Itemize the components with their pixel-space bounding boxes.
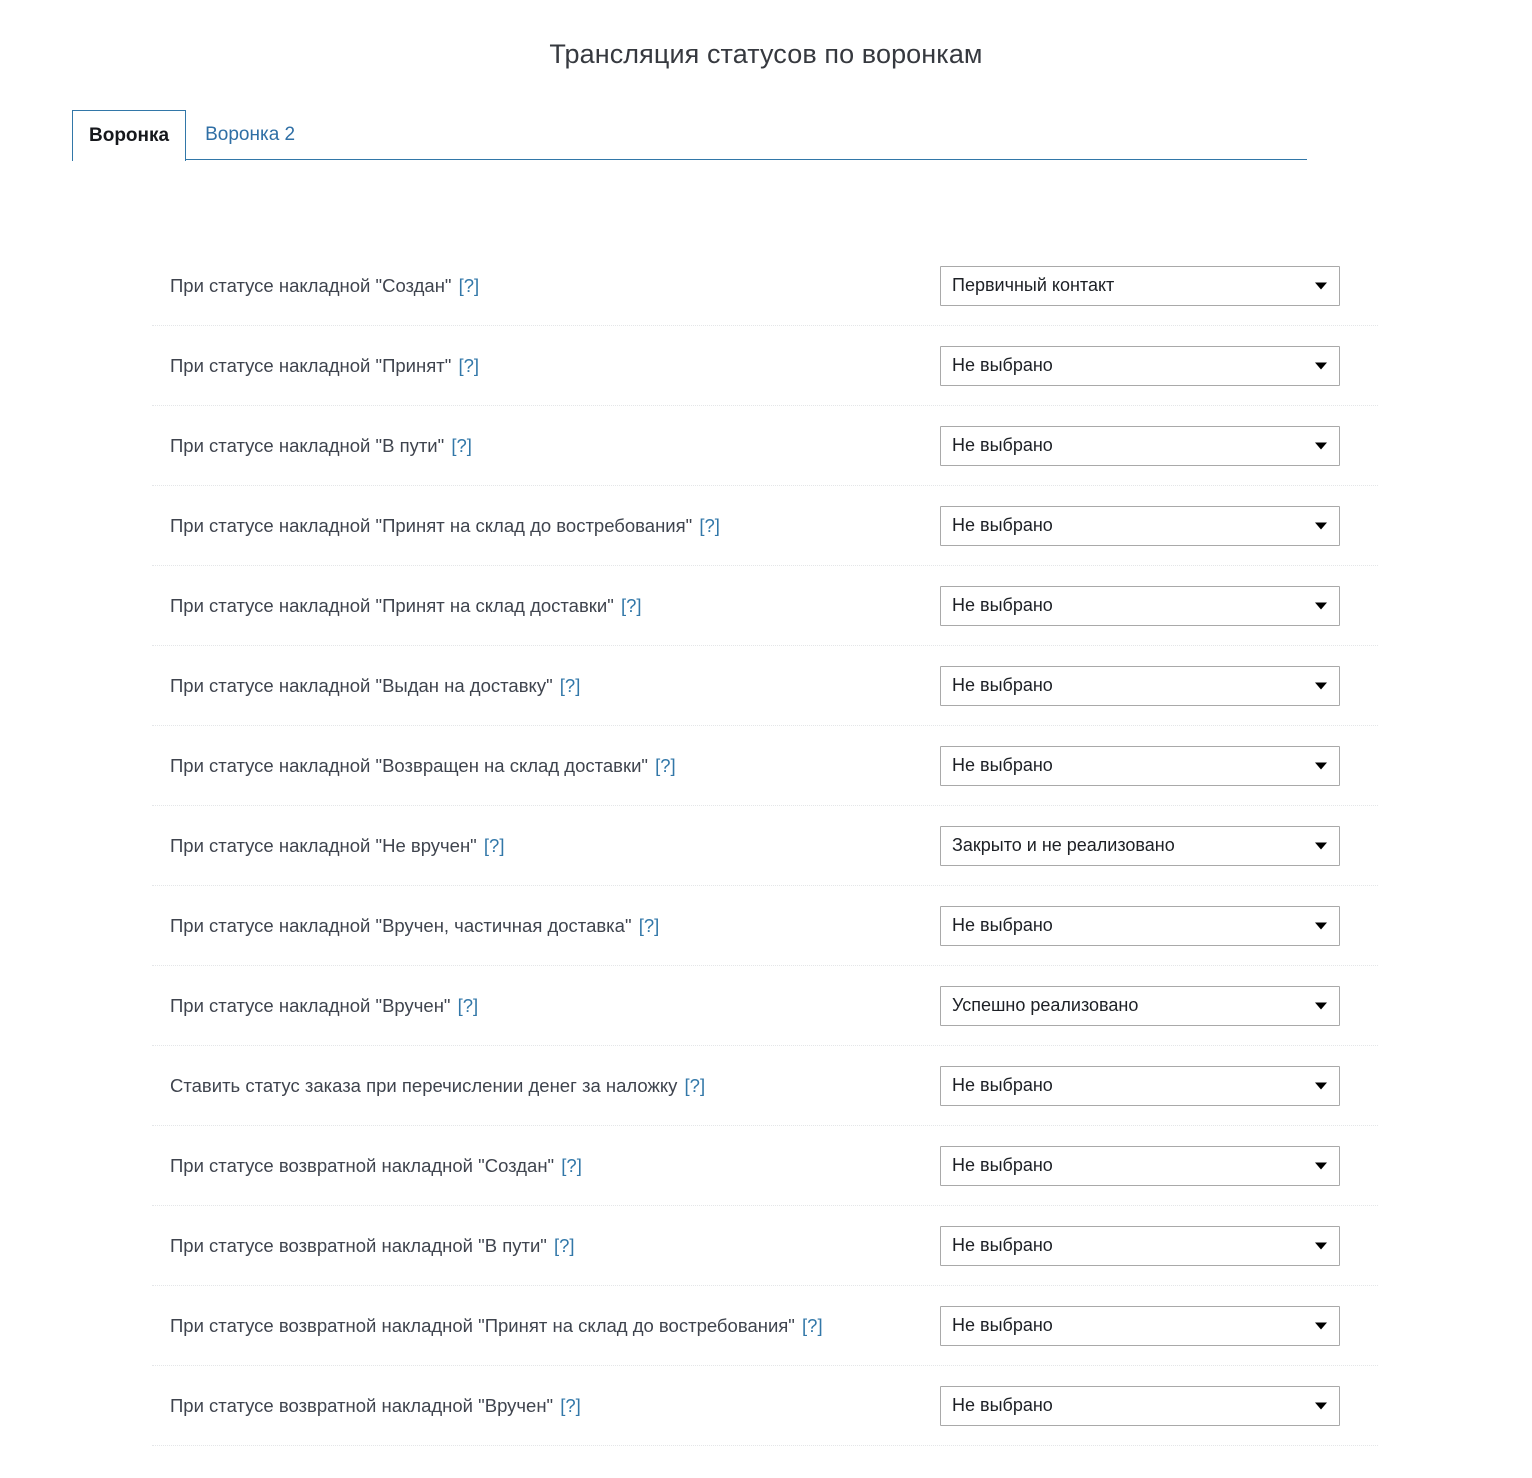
status-select-value: Не выбрано bbox=[952, 355, 1053, 375]
status-select[interactable] bbox=[940, 1146, 1340, 1186]
row-label-text: При статусе накладной "В пути" bbox=[170, 434, 445, 456]
status-select[interactable] bbox=[940, 826, 1340, 866]
status-select[interactable] bbox=[940, 666, 1340, 706]
row-label-text: При статусе накладной "Принят" bbox=[170, 354, 452, 376]
row-label-text: При статусе возвратной накладной "Принят на склад до востребования" bbox=[170, 1314, 795, 1336]
row-label bbox=[152, 835, 922, 857]
row-label bbox=[152, 995, 922, 1017]
status-select-wrapper bbox=[940, 906, 1340, 946]
status-select[interactable] bbox=[940, 426, 1340, 466]
help-icon[interactable]: [?] bbox=[638, 914, 660, 936]
row-label bbox=[152, 275, 922, 297]
row-label-text: При статусе возвратной накладной "Вручен" bbox=[170, 1394, 554, 1416]
row-label-text: Ставить статус заказа при перечислении денег за наложку bbox=[170, 1074, 678, 1096]
help-icon[interactable]: [?] bbox=[457, 994, 479, 1016]
help-icon[interactable]: [?] bbox=[802, 1314, 823, 1336]
status-select-value: Не выбрано bbox=[952, 435, 1053, 455]
row-label bbox=[152, 355, 922, 377]
status-select-wrapper bbox=[940, 1226, 1340, 1266]
row-label bbox=[152, 915, 922, 937]
status-select-value: Не выбрано bbox=[952, 1155, 1053, 1175]
status-select[interactable] bbox=[940, 586, 1340, 626]
row-label bbox=[152, 515, 922, 537]
row-label bbox=[152, 1235, 922, 1257]
status-select-wrapper bbox=[940, 826, 1340, 866]
page-title: Трансляция статусов по воронкам bbox=[549, 39, 983, 69]
row-label-text: При статусе возвратной накладной "В пути" bbox=[170, 1234, 547, 1256]
status-select-value: Закрыто и не реализовано bbox=[952, 835, 1175, 855]
status-select-value: Успешно реализовано bbox=[952, 995, 1139, 1015]
help-icon[interactable]: [?] bbox=[458, 354, 480, 376]
help-icon[interactable]: [?] bbox=[684, 1074, 706, 1096]
status-select-wrapper bbox=[940, 986, 1340, 1026]
row-label-text: При статусе возвратной накладной "Создан" bbox=[170, 1154, 555, 1176]
status-select[interactable] bbox=[940, 1386, 1340, 1426]
status-select-wrapper bbox=[940, 746, 1340, 786]
row-label-text: При статусе накладной "Выдан на доставку" bbox=[170, 674, 553, 696]
form-row bbox=[152, 726, 1378, 806]
tab-voronka[interactable] bbox=[72, 110, 186, 161]
status-select-value: Не выбрано bbox=[952, 515, 1053, 535]
row-label-text: При статусе накладной "Вручен" bbox=[170, 994, 451, 1016]
status-select-wrapper bbox=[940, 666, 1340, 706]
row-label bbox=[152, 1155, 922, 1177]
status-select-wrapper bbox=[940, 1386, 1340, 1426]
status-select[interactable] bbox=[940, 1306, 1340, 1346]
help-icon[interactable]: [?] bbox=[451, 434, 472, 456]
form-row bbox=[152, 806, 1378, 886]
status-mapping-form bbox=[152, 246, 1378, 1446]
help-icon[interactable]: [?] bbox=[554, 1234, 575, 1256]
status-select-wrapper bbox=[940, 426, 1340, 466]
help-icon[interactable]: [?] bbox=[655, 754, 676, 776]
status-select[interactable] bbox=[940, 906, 1340, 946]
row-label-text: При статусе накладной "Возвращен на склад доставки" bbox=[170, 754, 648, 776]
row-label bbox=[152, 595, 922, 617]
help-icon[interactable]: [?] bbox=[561, 1154, 582, 1176]
row-label bbox=[152, 1395, 922, 1417]
status-select[interactable] bbox=[940, 346, 1340, 386]
status-select-value: Не выбрано bbox=[952, 675, 1053, 695]
form-row bbox=[152, 1126, 1378, 1206]
row-label-text: При статусе накладной "Вручен, частичная доставка" bbox=[170, 914, 632, 936]
row-label-text: При статусе накладной "Принят на склад доставки" bbox=[170, 594, 614, 616]
form-row bbox=[152, 406, 1378, 486]
status-select[interactable] bbox=[940, 1066, 1340, 1106]
form-row bbox=[152, 886, 1378, 966]
status-select-wrapper bbox=[940, 266, 1340, 306]
row-label-text: При статусе накладной "Создан" bbox=[170, 274, 452, 296]
help-icon[interactable]: [?] bbox=[483, 834, 505, 856]
form-row bbox=[152, 646, 1378, 726]
help-icon[interactable]: [?] bbox=[699, 514, 720, 536]
status-select[interactable] bbox=[940, 266, 1340, 306]
status-select-value: Не выбрано bbox=[952, 595, 1053, 615]
tab-voronka-2-label: Воронка 2 bbox=[205, 124, 296, 145]
tab-bar bbox=[72, 110, 1307, 160]
status-select-value: Не выбрано bbox=[952, 1235, 1053, 1255]
form-row bbox=[152, 1206, 1378, 1286]
status-select-value: Не выбрано bbox=[952, 1075, 1053, 1095]
form-row bbox=[152, 566, 1378, 646]
status-select-wrapper bbox=[940, 346, 1340, 386]
status-select-value: Не выбрано bbox=[952, 1395, 1053, 1415]
form-row bbox=[152, 1366, 1378, 1446]
status-select-wrapper bbox=[940, 1306, 1340, 1346]
row-label bbox=[152, 1315, 922, 1337]
status-select[interactable] bbox=[940, 1226, 1340, 1266]
status-select[interactable] bbox=[940, 986, 1340, 1026]
form-row bbox=[152, 326, 1378, 406]
tab-voronka-label: Воронка bbox=[89, 125, 170, 146]
row-label bbox=[152, 1075, 922, 1097]
form-row bbox=[152, 1286, 1378, 1366]
form-row bbox=[152, 486, 1378, 566]
status-select-value: Первичный контакт bbox=[952, 275, 1115, 295]
status-select[interactable] bbox=[940, 506, 1340, 546]
status-select-wrapper bbox=[940, 586, 1340, 626]
form-row bbox=[152, 1046, 1378, 1126]
row-label bbox=[152, 675, 922, 697]
help-icon[interactable]: [?] bbox=[559, 674, 581, 696]
row-label-text: При статусе накладной "Не вручен" bbox=[170, 834, 477, 856]
status-select-wrapper bbox=[940, 1146, 1340, 1186]
tab-voronka-2[interactable] bbox=[186, 110, 314, 160]
status-select-value: Не выбрано bbox=[952, 1315, 1053, 1335]
status-select-value: Не выбрано bbox=[952, 755, 1053, 775]
status-select[interactable] bbox=[940, 746, 1340, 786]
status-select-value: Не выбрано bbox=[952, 915, 1053, 935]
form-row bbox=[152, 246, 1378, 326]
help-icon[interactable]: [?] bbox=[458, 274, 480, 296]
form-row bbox=[152, 966, 1378, 1046]
row-label-text: При статусе накладной "Принят на склад до востребования" bbox=[170, 514, 693, 536]
row-label bbox=[152, 755, 922, 777]
help-icon[interactable]: [?] bbox=[620, 594, 642, 616]
status-select-wrapper bbox=[940, 1066, 1340, 1106]
help-icon[interactable]: [?] bbox=[560, 1394, 581, 1416]
row-label bbox=[152, 435, 922, 457]
status-select-wrapper bbox=[940, 506, 1340, 546]
